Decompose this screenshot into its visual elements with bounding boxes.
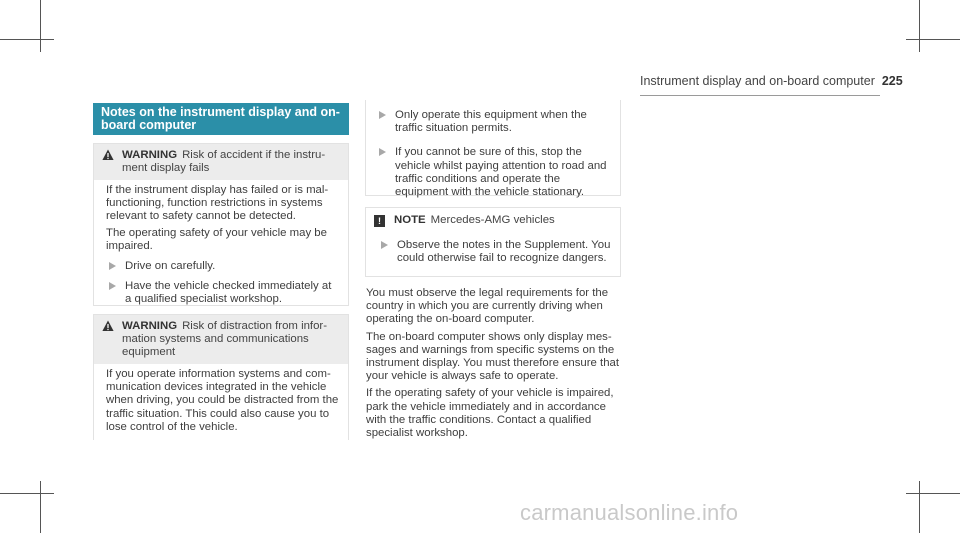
warning-paragraph: If the instrument display has failed or is mal-functioning, function restrictions in systems relevant to safety cannot be detected.: [106, 184, 329, 223]
crop-mark: [906, 39, 960, 40]
section-title: Notes on the instrument display and on-board computer: [93, 103, 349, 135]
warning-body: [94, 180, 348, 313]
watermark: carmanualsonline.info: [520, 500, 739, 525]
notice-icon: !: [374, 215, 385, 227]
warning-box-distraction: [93, 314, 349, 440]
arrow-bullet-icon: [381, 241, 388, 249]
warning-box-display-failure: [93, 143, 349, 306]
crop-mark: [906, 493, 960, 494]
crop-mark: [0, 493, 54, 494]
note-body: [366, 239, 620, 271]
warning-header: [94, 315, 348, 364]
instruction-item: Only operate this equipment when the traffic situation permits.: [376, 109, 612, 135]
instruction-item: If you cannot be sure of this, stop the vehicle whilst paying attention to road and traffic conditions and operate the equipment with the vehicle stationary.: [376, 146, 612, 199]
warning-lead: Risk of accident if the instru-: [182, 149, 326, 161]
body-paragraph: You must observe the legal requirements for the country in which you are currently driving when operating the on-board computer.: [366, 287, 609, 326]
instruction-item: Drive on carefully.: [106, 260, 339, 273]
note-box-amg: [365, 207, 621, 277]
warning-continuation: [365, 100, 621, 199]
crop-mark: [0, 39, 54, 40]
instruction-item: Have the vehicle checked immediately at a qualified specialist workshop.: [106, 280, 339, 306]
warning-header: [94, 144, 348, 180]
body-paragraph: If the operating safety of your vehicle is impaired, park the vehicle immediately and in accordance with the traffic conditions. Contact a qualified specialist workshop.: [366, 387, 614, 440]
running-head-title: Instrument display and on-board computer: [640, 74, 875, 88]
warning-triangle-icon: [102, 149, 114, 161]
warning-body: [94, 364, 348, 443]
arrow-bullet-icon: [379, 148, 386, 156]
warning-keyword: WARNING: [122, 320, 178, 332]
warning-triangle-icon: [102, 320, 114, 332]
crop-mark: [40, 0, 41, 52]
body-paragraph: The on-board computer shows only display mes-sages and warnings from specific systems on the instrument display. You must therefore ensure that your vehicle is always safe to operate.: [366, 330, 620, 383]
warning-paragraph: If you operate information systems and com-munication devices integrated in the vehicle when driving, you could be distracted from the traffic situation. This could also cause you to lose control of the vehicle.: [106, 368, 339, 433]
page-number: 225: [881, 74, 903, 88]
instruction-item: Observe the notes in the Supplement. You could otherwise fail to recognize dangers.: [378, 239, 611, 265]
running-head: [640, 74, 903, 88]
arrow-bullet-icon: [109, 262, 116, 270]
note-keyword: NOTE: [394, 214, 426, 226]
warning-lead-continued: ment display fails: [122, 162, 210, 174]
warning-lead-continued: mation systems and communications equipment: [122, 333, 309, 358]
crop-mark: [40, 481, 41, 533]
arrow-bullet-icon: [109, 282, 116, 290]
warning-keyword: WARNING: [122, 149, 178, 161]
header-rule: [640, 95, 880, 96]
warning-lead: Risk of distraction from infor-: [182, 320, 328, 332]
crop-mark: [919, 481, 920, 533]
note-header: [366, 208, 620, 232]
warning-paragraph: The operating safety of your vehicle may be impaired.: [106, 226, 327, 252]
note-lead: Mercedes-AMG vehicles: [430, 214, 555, 226]
arrow-bullet-icon: [379, 111, 386, 119]
body-text: [366, 287, 621, 444]
crop-mark: [919, 0, 920, 52]
